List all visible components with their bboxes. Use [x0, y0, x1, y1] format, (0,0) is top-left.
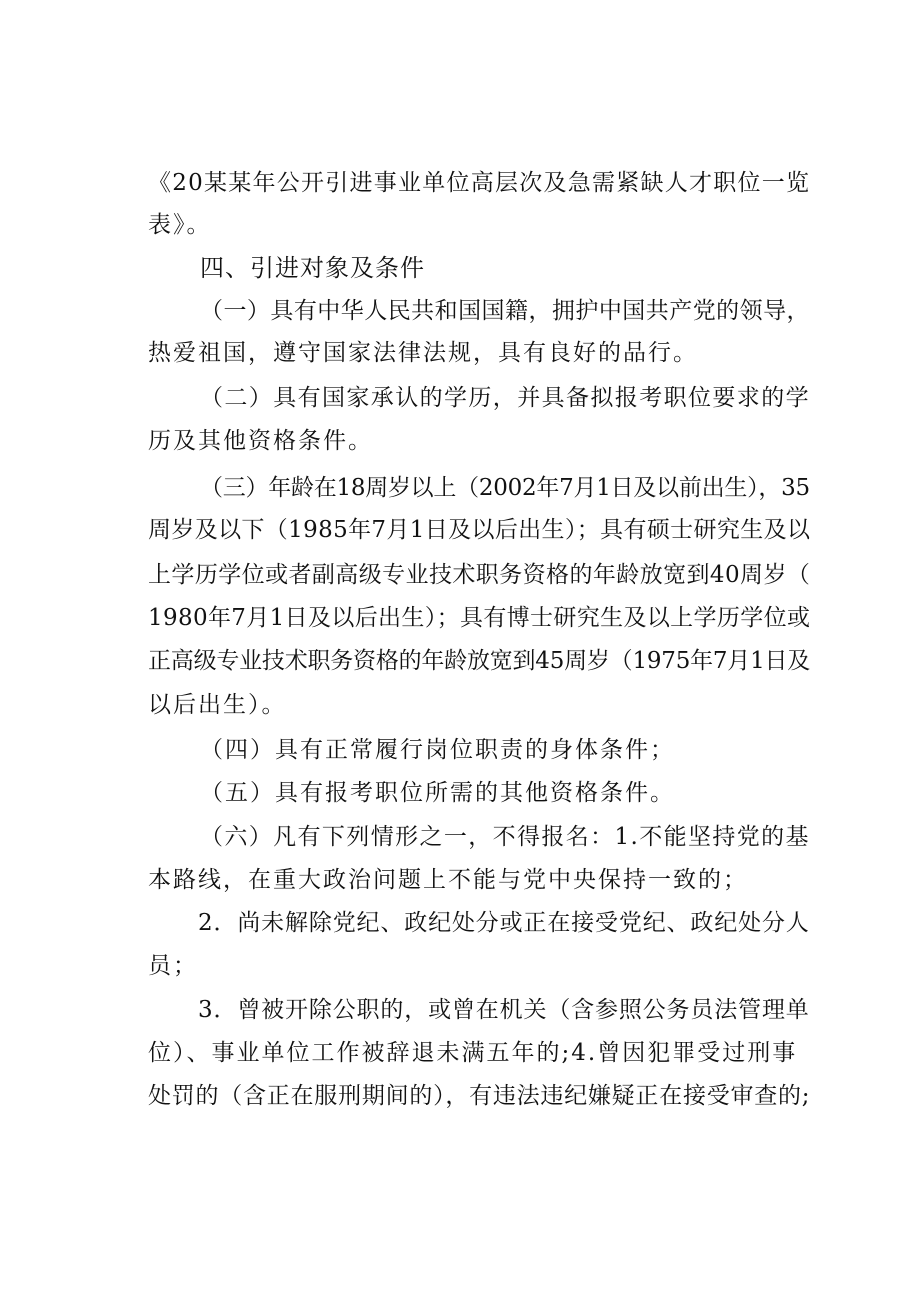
text-line: 员； — [148, 953, 198, 979]
text-line: （三）年龄在18周岁以上（2002年7月1日及以前出生），35 — [200, 475, 810, 501]
text-line: 以后出生）。 — [148, 692, 287, 718]
text-line: 3．曾被开除公职的，或曾在机关（含参照公务员法管理单 — [198, 997, 810, 1023]
text-line: （六）凡有下列情形之一，不得报名：1.不能坚持党的基 — [200, 824, 810, 850]
text-line: 正高级专业技术职务资格的年龄放宽到45周岁（1975年7月1日及 — [148, 648, 811, 674]
text-line: （四）具有正常履行岗位职责的身体条件； — [200, 737, 675, 763]
text-line: 上学历学位或者副高级专业技术职务资格的年龄放宽到40周岁（ — [148, 562, 811, 588]
text-line: 历及其他资格条件。 — [148, 428, 373, 454]
text-line: 表》。 — [148, 212, 212, 238]
section-heading: 四、引进对象及条件 — [200, 254, 425, 282]
text-line: 位）、事业单位工作被辞退未满五年的;4.曾因犯罪受过刑事 — [148, 1040, 798, 1066]
text-line: （二）具有国家承认的学历，并具备拟报考职位要求的学 — [200, 385, 810, 411]
text-line: 周岁及以下（1985年7月1日及以后出生）；具有硕士研究生及以 — [148, 517, 811, 543]
text-line: 《20某某年公开引进事业单位高层次及急需紧缺人才职位一览 — [148, 170, 811, 196]
text-line: 本路线，在重大政治问题上不能与党中央保持一致的； — [148, 867, 748, 893]
text-line: （一）具有中华人民共和国国籍，拥护中国共产党的领导， — [200, 298, 810, 324]
text-line: （五）具有报考职位所需的其他资格条件。 — [200, 780, 675, 806]
text-line: 2．尚未解除党纪、政纪处分或正在接受党纪、政纪处分人 — [198, 910, 810, 936]
text-line: 处罚的（含正在服刑期间的），有违法违纪嫌疑正在接受审查的; — [148, 1083, 811, 1109]
text-line: 1980年7月1日及以后出生）；具有博士研究生及以上学历学位或 — [148, 605, 811, 631]
text-line: 热爱祖国，遵守国家法律法规，具有良好的品行。 — [148, 340, 698, 366]
